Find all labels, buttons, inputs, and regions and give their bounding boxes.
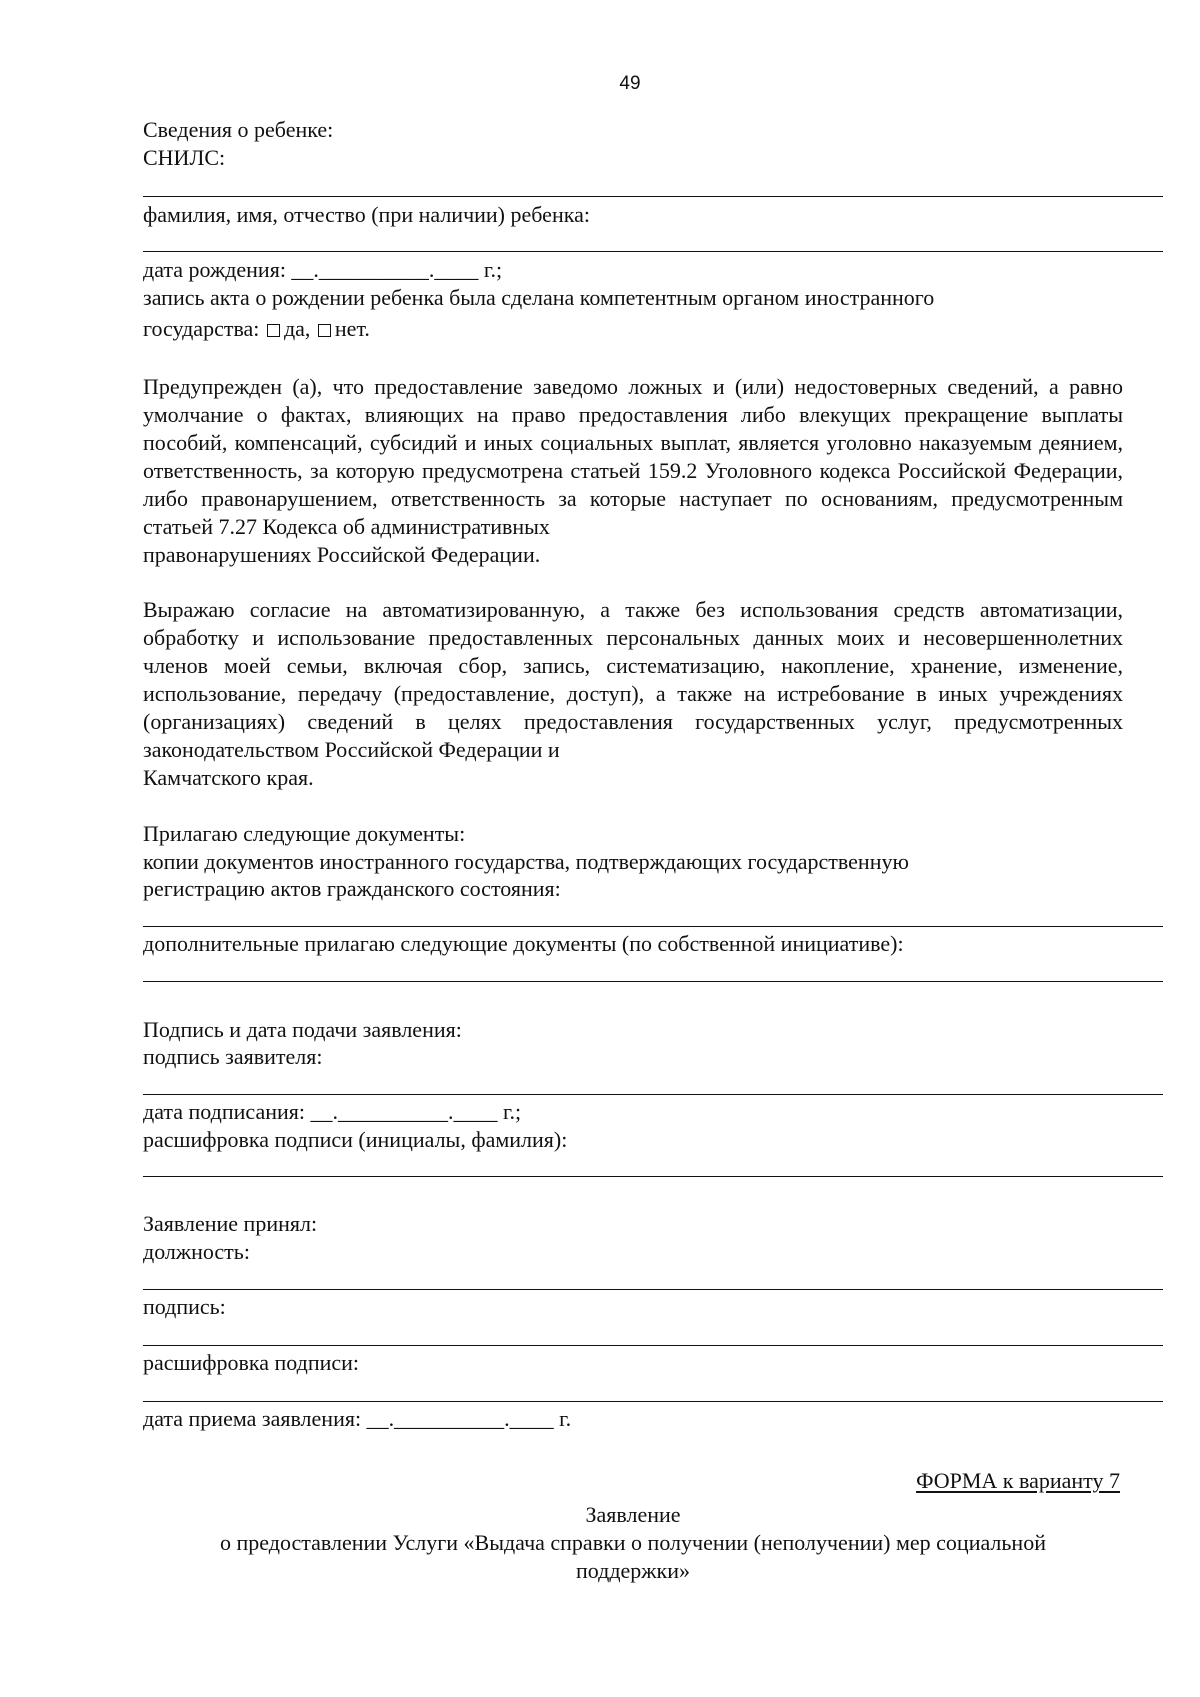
next-form-title: Заявление [585, 1502, 681, 1527]
accepted-transcript-label: расшифровка подписи: [143, 1350, 360, 1375]
acceptance-date-field[interactable]: дата приема заявления: __.__________.____ г. [143, 1406, 572, 1431]
no-checkbox[interactable] [318, 324, 331, 337]
accepted-transcript-input-line[interactable] [143, 1401, 1163, 1402]
accepted-position-label: должность: [143, 1239, 250, 1264]
foreign-record-text: запись акта о рождении ребенка была сделана компетентным органом иностранного [143, 285, 935, 310]
additional-documents-label: дополнительные прилагаю следующие документы (по собственной инициативе): [143, 931, 904, 956]
consent-paragraph-tail: Камчатского края. [143, 765, 314, 790]
warning-paragraph-tail: правонарушениях Российской Федерации. [143, 542, 541, 567]
accepted-signature-input-line[interactable] [143, 1345, 1163, 1346]
snils-label: СНИЛС: [143, 145, 226, 170]
birth-date-field[interactable]: дата рождения: __.__________.____ г.; [143, 257, 503, 282]
additional-documents-input-line[interactable] [143, 981, 1163, 982]
applicant-signature-label: подпись заявителя: [143, 1044, 323, 1069]
child-section-heading: Сведения о ребенке: [143, 117, 334, 142]
signature-transcript-label: расшифровка подписи (инициалы, фамилия): [143, 1127, 568, 1152]
foreign-record-prefix: государства: [143, 316, 260, 341]
consent-paragraph [143, 596, 1123, 792]
consent-paragraph-body: Выражаю согласие на автоматизированную, а также без использования средств автоматизации, обработку и использование предоставленных персональных данных моих и несовершеннолетних членов моей семьи, включая сбор, запись, систематизацию, накопление, хранение, изменение, использование, передачу (предоставление, доступ), а также на истребование в иных учреждениях (организациях) сведений в целях предоставления государственных услуг, предусмотренных законодательством Российской Федерации и [143, 597, 1123, 762]
child-name-input-line[interactable] [143, 251, 1163, 252]
foreign-copies-text-line2: регистрацию актов гражданского состояния: [143, 876, 561, 901]
no-option-label: нет. [334, 316, 370, 341]
next-form-subtitle-line2: поддержки» [576, 1558, 690, 1583]
yes-checkbox[interactable] [267, 324, 280, 337]
signing-date-field[interactable]: дата подписания: __.__________.____ г.; [143, 1099, 522, 1124]
next-form-subtitle-line1: о предоставлении Услуги «Выдача справки о получении (неполучении) мер социальной [220, 1530, 1046, 1555]
documents-heading: Прилагаю следующие документы: [143, 821, 466, 846]
child-name-label: фамилия, имя, отчество (при наличии) ребенка: [143, 202, 590, 227]
signature-heading: Подпись и дата подачи заявления: [143, 1017, 462, 1042]
foreign-copies-input-line[interactable] [143, 926, 1163, 927]
accepted-heading: Заявление принял: [143, 1211, 318, 1236]
warning-paragraph [143, 373, 1123, 569]
applicant-signature-input-line[interactable] [143, 1094, 1163, 1095]
warning-paragraph-body: Предупрежден (а), что предоставление заведомо ложных и (или) недостоверных сведений, а равно умолчание о фактах, влияющих на право предоставления либо влекущих прекращение выплаты пособий, компенсаций, субсидий и иных социальных выплат, является уголовно наказуемым деянием, ответственность, за которую предусмотрена статьей 159.2 Уголовного кодекса Российской Федерации, либо правонарушением, ответственность за которые наступает по основаниям, предусмотренным статьей 7.27 Кодекса об административных [143, 374, 1123, 539]
yes-option-label: да, [283, 316, 311, 341]
form-reference: ФОРМА к варианту 7 [916, 1468, 1120, 1493]
accepted-position-input-line[interactable] [143, 1289, 1163, 1290]
foreign-record-options [143, 315, 1187, 343]
page-number: 49 [619, 73, 641, 94]
foreign-copies-text-line1: копии документов иностранного государства, подтверждающих государственную [143, 849, 909, 874]
signature-transcript-input-line[interactable] [143, 1176, 1163, 1177]
snils-input-line[interactable] [143, 196, 1163, 197]
accepted-signature-label: подпись: [143, 1294, 226, 1319]
